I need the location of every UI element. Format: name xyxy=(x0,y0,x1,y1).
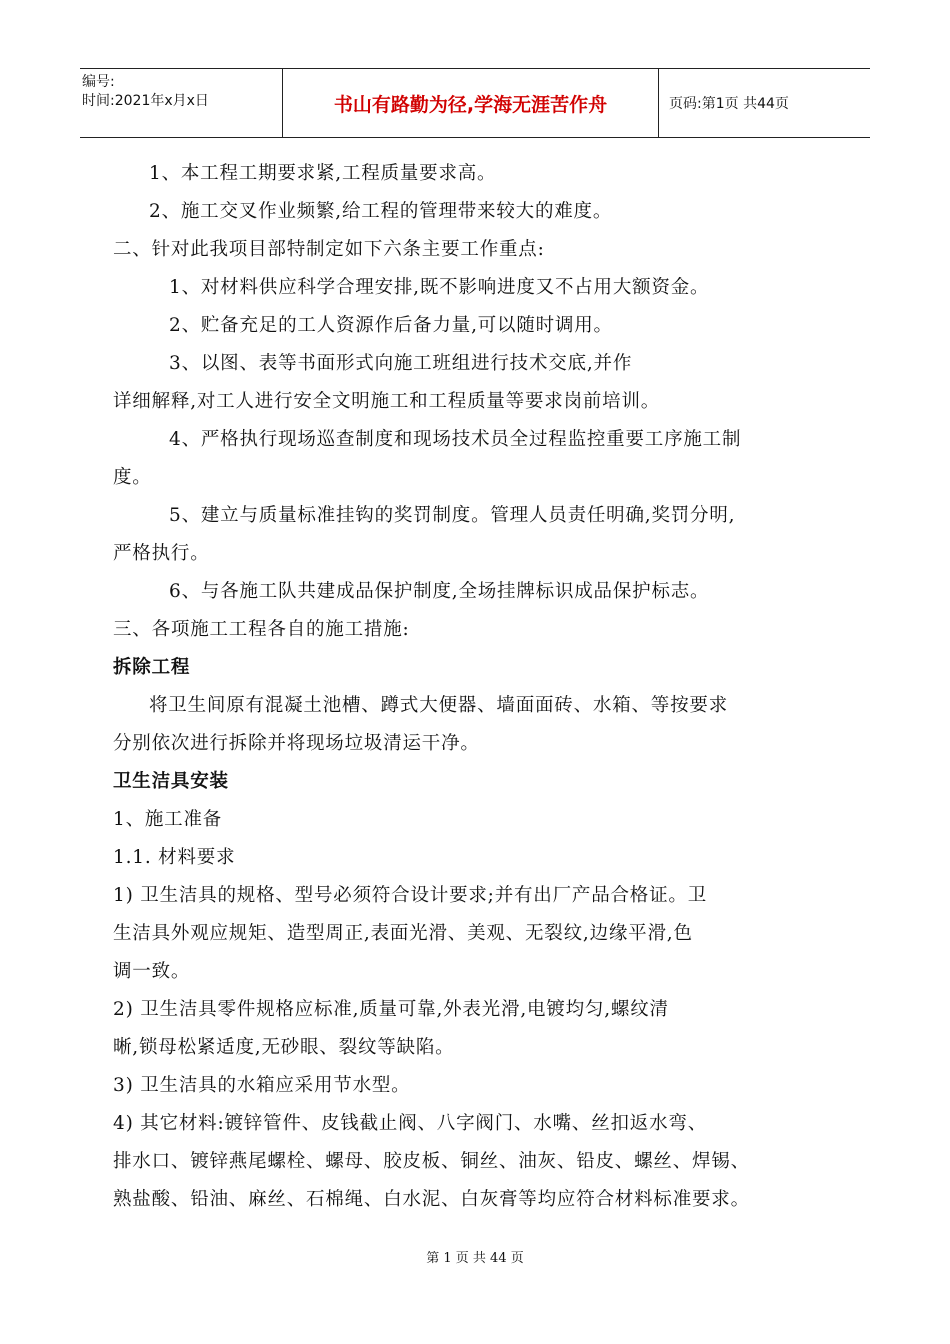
body-line: 度。 xyxy=(113,467,152,488)
page-header xyxy=(80,68,870,138)
section-heading: 二、针对此我项目部特制定如下六条主要工作重点: xyxy=(113,239,545,260)
body-line: 4、严格执行现场巡查制度和现场技术员全过程监控重要工序施工制 xyxy=(169,429,742,450)
document-number-label: 编号: xyxy=(82,74,115,90)
body-line: 严格执行。 xyxy=(113,543,210,564)
body-line: 分别依次进行拆除并将现场垃圾清运干净。 xyxy=(113,733,480,754)
subsection-heading: 拆除工程 xyxy=(113,657,191,678)
body-line: 1.1. 材料要求 xyxy=(113,847,236,868)
body-line: 1、本工程工期要求紧,工程质量要求高。 xyxy=(149,163,497,184)
body-line: 1) 卫生洁具的规格、型号必须符合设计要求;并有出厂产品合格证。卫 xyxy=(113,885,708,906)
body-line: 2、施工交叉作业频繁,给工程的管理带来较大的难度。 xyxy=(149,201,613,222)
body-line: 3、以图、表等书面形式向施工班组进行技术交底,并作 xyxy=(169,353,633,374)
body-line: 晰,锁母松紧适度,无砂眼、裂纹等缺陷。 xyxy=(113,1037,455,1058)
header-page-number: 页码:第1页 共44页 xyxy=(669,96,789,112)
subsection-heading: 卫生洁具安装 xyxy=(113,771,229,792)
body-line: 5、建立与质量标准挂钩的奖罚制度。管理人员责任明确,奖罚分明, xyxy=(169,505,736,526)
document-date-label: 时间:2021年x月x日 xyxy=(82,93,209,109)
body-line: 6、与各施工队共建成品保护制度,全场挂牌标识成品保护标志。 xyxy=(169,581,710,602)
body-line: 2、贮备充足的工人资源作后备力量,可以随时调用。 xyxy=(169,315,613,336)
body-line: 4) 其它材料:镀锌管件、皮钱截止阀、八字阀门、水嘴、丝扣返水弯、 xyxy=(113,1113,708,1134)
document-body xyxy=(113,155,838,1219)
body-line: 调一致。 xyxy=(113,961,191,982)
header-meta xyxy=(80,69,282,137)
section-heading: 三、各项施工工程各自的施工措施: xyxy=(113,619,410,640)
body-line: 1、对材料供应科学合理安排,既不影响进度又不占用大额资金。 xyxy=(169,277,710,298)
body-line: 1、施工准备 xyxy=(113,809,223,830)
body-line: 将卫生间原有混凝土池槽、蹲式大便器、墙面面砖、水箱、等按要求 xyxy=(149,695,729,716)
page-footer: 第 1 页 共 44 页 xyxy=(426,1251,524,1266)
body-line: 3) 卫生洁具的水箱应采用节水型。 xyxy=(113,1075,411,1096)
body-line: 生洁具外观应规矩、造型周正,表面光滑、美观、无裂纹,边缘平滑,色 xyxy=(113,923,693,944)
header-motto: 书山有路勤为径,学海无涯苦作舟 xyxy=(282,69,659,137)
body-line: 详细解释,对工人进行安全文明施工和工程质量等要求岗前培训。 xyxy=(113,391,661,412)
body-line: 熟盐酸、铅油、麻丝、石棉绳、白水泥、白灰膏等均应符合材料标准要求。 xyxy=(113,1189,750,1210)
body-line: 排水口、镀锌燕尾螺栓、螺母、胶皮板、铜丝、油灰、铅皮、螺丝、焊锡、 xyxy=(113,1151,750,1172)
body-line: 2) 卫生洁具零件规格应标准,质量可靠,外表光滑,电镀均匀,螺纹清 xyxy=(113,999,669,1020)
